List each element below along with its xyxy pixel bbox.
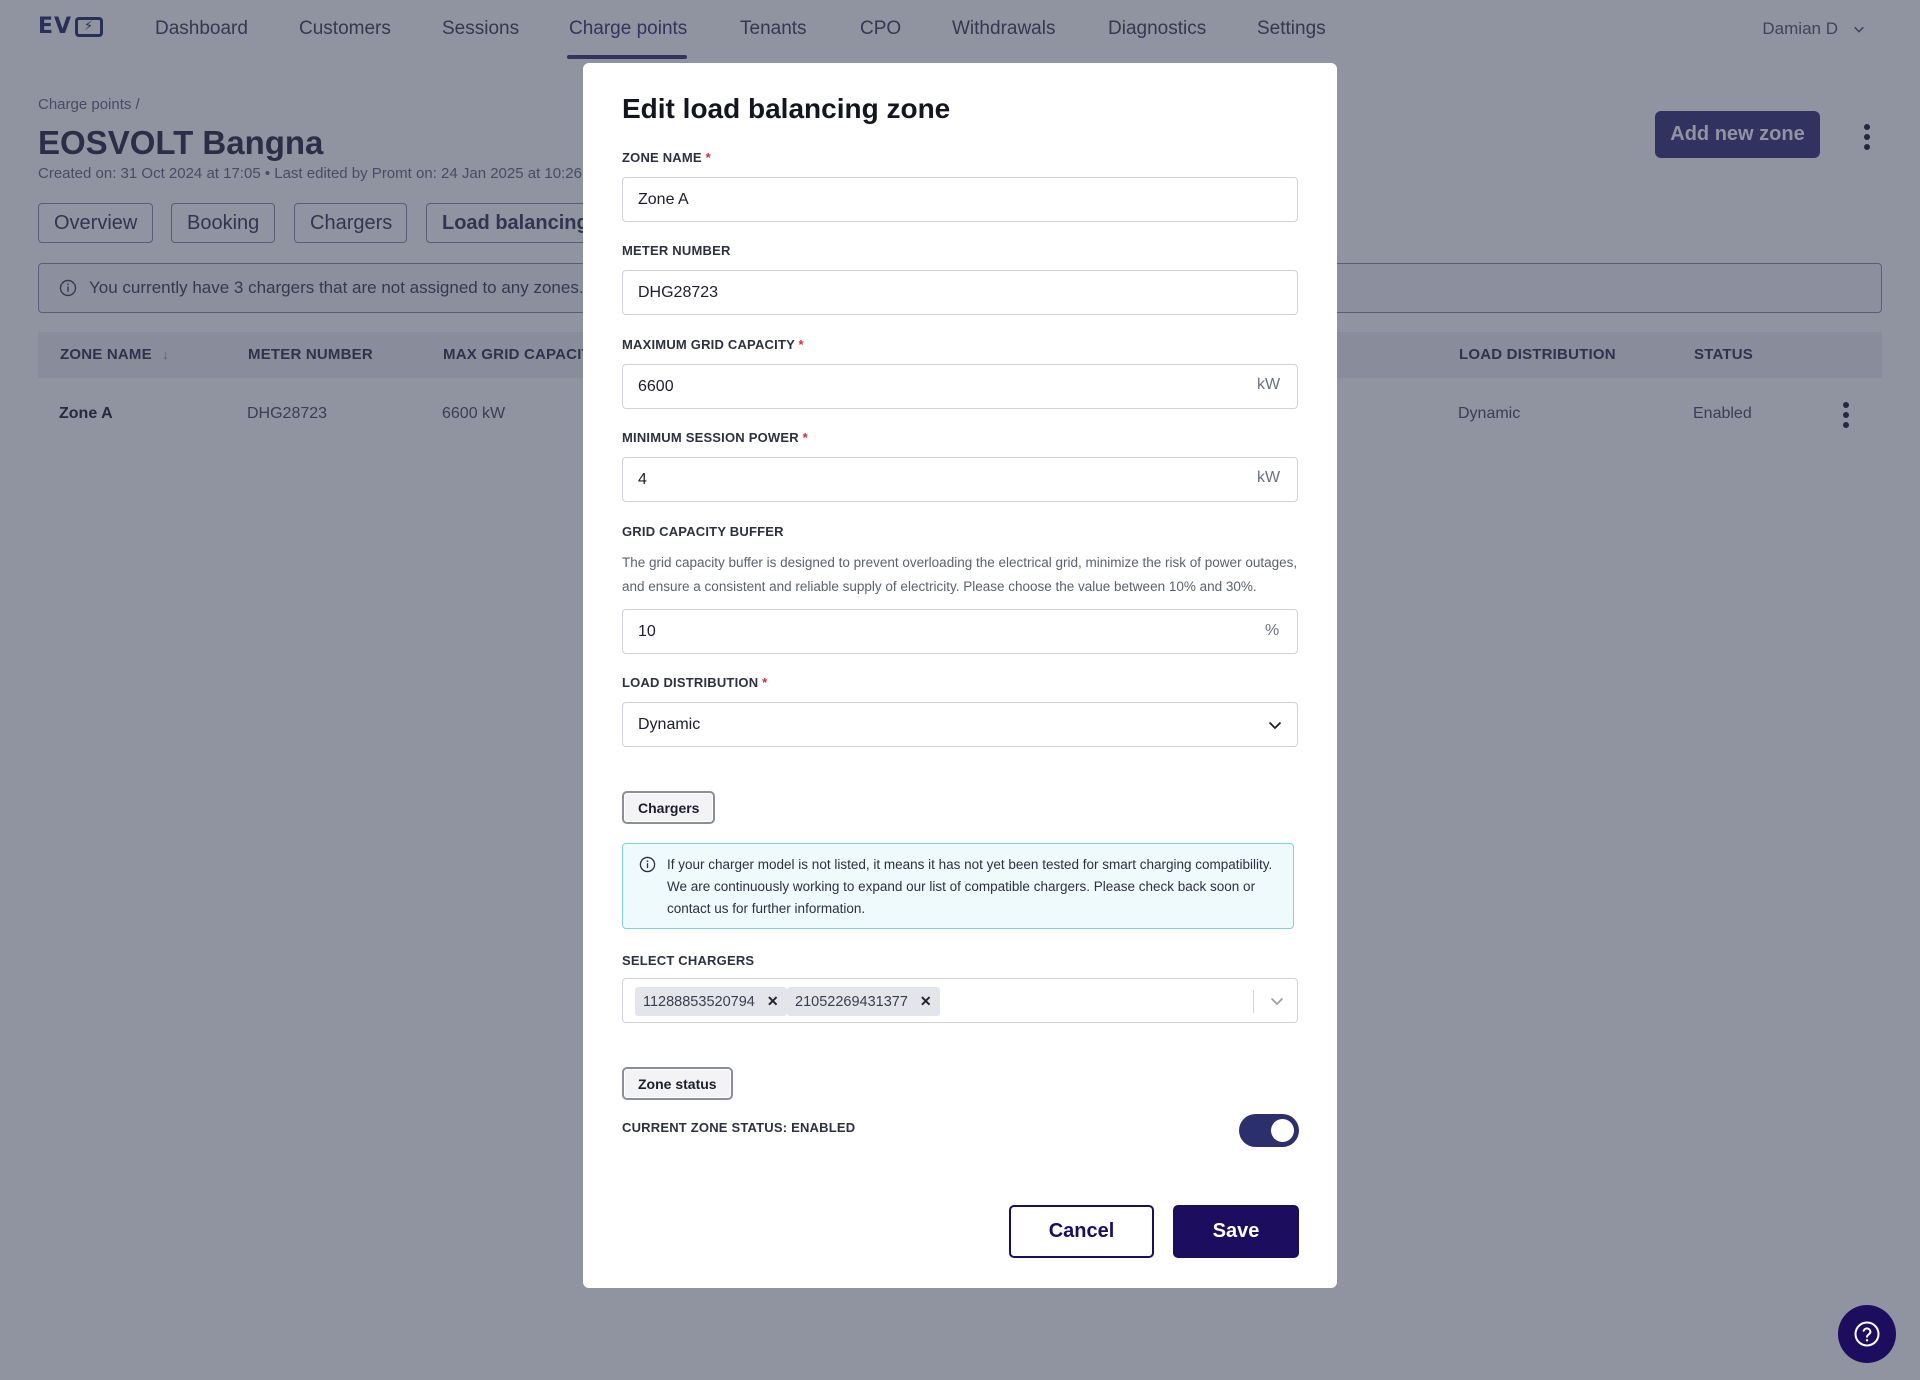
chargers-section-button[interactable]: Chargers — [622, 791, 715, 824]
buffer-input[interactable] — [622, 609, 1298, 654]
load-distribution-label: LOAD DISTRIBUTION * — [622, 675, 768, 690]
charger-chip: 21052269431377 ✕ — [787, 987, 940, 1016]
zone-name-label: ZONE NAME * — [622, 150, 711, 165]
load-distribution-value: Dynamic — [638, 715, 701, 733]
save-button[interactable]: Save — [1173, 1205, 1299, 1258]
info-text: If your charger model is not listed, it means it has not yet been tested for smart charging compatibility. We are continuously working to expand our list of compatible chargers. Please check back soon or contact us for further information. — [667, 857, 1273, 916]
help-button[interactable] — [1838, 1305, 1896, 1363]
load-distribution-select[interactable] — [622, 702, 1298, 747]
charger-chip: 11288853520794 ✕ — [635, 987, 787, 1016]
buffer-label: GRID CAPACITY BUFFER — [622, 524, 784, 539]
chevron-down-icon[interactable] — [1269, 993, 1285, 1009]
max-grid-label: MAXIMUM GRID CAPACITY * — [622, 337, 804, 352]
current-zone-status-label: CURRENT ZONE STATUS: ENABLED — [622, 1120, 856, 1135]
meter-number-input[interactable] — [622, 270, 1298, 315]
select-divider — [1253, 990, 1254, 1013]
modal-title: Edit load balancing zone — [622, 93, 951, 124]
buffer-helper-text: The grid capacity buffer is designed to prevent overloading the electrical grid, minimize the risk of power outages, and ensure a consistent and reliable supply of electricity. Please choose the value between 10% and 30%. — [622, 555, 1298, 594]
max-grid-unit: kW — [1257, 376, 1281, 393]
toggle-knob — [1271, 1119, 1294, 1142]
zone-status-toggle[interactable] — [1239, 1114, 1299, 1147]
select-chargers-label: SELECT CHARGERS — [622, 953, 755, 968]
min-session-input[interactable] — [622, 457, 1298, 502]
cancel-button[interactable]: Cancel — [1009, 1205, 1154, 1258]
remove-chip-icon[interactable]: ✕ — [919, 993, 932, 1009]
chevron-down-icon — [1267, 717, 1283, 733]
info-icon — [639, 856, 656, 873]
meter-number-label: METER NUMBER — [622, 243, 731, 258]
edit-zone-modal — [583, 63, 1337, 1288]
charger-compatibility-info — [622, 843, 1294, 929]
max-grid-input[interactable] — [622, 364, 1298, 409]
zone-status-section-button[interactable]: Zone status — [622, 1067, 733, 1100]
min-session-unit: kW — [1257, 469, 1281, 486]
zone-name-input[interactable] — [622, 177, 1298, 222]
buffer-unit: % — [1265, 622, 1280, 639]
min-session-label: MINIMUM SESSION POWER * — [622, 430, 808, 445]
help-circle-icon — [1853, 1320, 1881, 1348]
remove-chip-icon[interactable]: ✕ — [766, 993, 779, 1009]
select-chargers-input[interactable] — [622, 978, 1298, 1023]
